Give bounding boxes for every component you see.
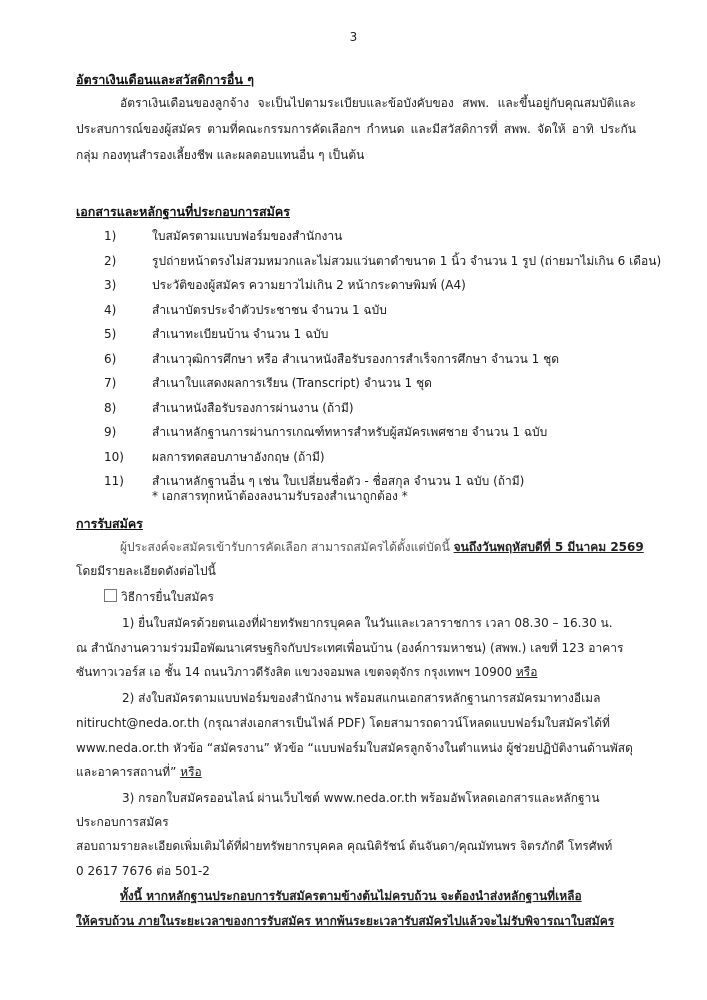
method-2-line-2: nitirucht@neda.or.th (กรุณาส่งเอกสารเป็นไฟล์ PDF) โดยสามารถดาวน์โหลดแบบฟอร์มใบสมัครได้ที่ (76, 716, 610, 730)
document-item-number: 5) (104, 327, 117, 341)
warning-line-1: ทั้งนี้ หากหลักฐานประกอบการรับสมัครตามข้างต้นไม่ครบถ้วน จะต้องนำส่งหลักฐานที่เหลือ (120, 889, 582, 903)
documents-list (104, 224, 662, 494)
documents-heading: เอกสารและหลักฐานที่ประกอบการสมัคร (76, 204, 290, 219)
document-item (104, 371, 644, 396)
application-heading: การรับสมัคร (76, 516, 143, 531)
checkbox-icon (104, 589, 117, 602)
salary-heading: อัตราเงินเดือนและสวัสดิการอื่น ๆ (76, 72, 254, 87)
application-intro (120, 538, 644, 557)
intro-continuation: โดยมีรายละเอียดดังต่อไปนี้ (76, 564, 216, 578)
intro-text: ผู้ประสงค์จะสมัครเข้ารับการคัดเลือก สามารถสมัครได้ตั้งแต่บัดนี้ (120, 540, 454, 554)
intro-deadline: จนถึงวันพฤหัสบดีที่ 5 มีนาคม 2569 (453, 540, 644, 554)
method-3-line-1: 3) กรอกใบสมัครออนไลน์ ผ่านเว็บไซต์ www.neda.or.th พร้อมอัพโหลดเอกสารและหลักฐาน (122, 791, 600, 805)
contact-line-2: 0 2617 7676 ต่อ 501-2 (76, 864, 210, 878)
document-item-number: 7) (104, 376, 117, 390)
document-item-number: 1) (104, 229, 117, 243)
document-item-text: สำเนาใบแสดงผลการเรียน (Transcript) จำนวน 1 ชุด (152, 376, 432, 390)
document-item (104, 249, 662, 274)
document-item-text: สำเนาหลักฐานอื่น ๆ เช่น ใบเปลี่ยนชื่อตัว - ชื่อสกุล จำนวน 1 ฉบับ (ถ้ามี) (152, 474, 525, 488)
document-item-text: ใบสมัครตามแบบฟอร์มของสำนักงาน (152, 229, 343, 243)
document-item-text: ผลการทดสอบภาษาอังกฤษ (ถ้ามี) (152, 449, 325, 464)
document-item (104, 298, 644, 323)
document-item-number: 8) (104, 400, 117, 415)
document-item-text: สำเนาบัตรประจำตัวประชาชน จำนวน 1 ฉบับ (152, 302, 387, 317)
document-item (104, 273, 644, 298)
method-1-line-3 (76, 663, 537, 682)
document-item-number: 6) (104, 351, 117, 366)
method-2-end: และอาคารสถานที่” (76, 765, 181, 779)
document-item-text: สำเนาทะเบียนบ้าน จำนวน 1 ฉบับ (152, 327, 329, 341)
method-2-line-4 (76, 763, 202, 782)
document-item (104, 445, 644, 470)
salary-paragraph: อัตราเงินเดือนของลูกจ้าง จะเป็นไปตามระเบียบและข้อบังคับของ สพพ. และขึ้นอยู่กับคุณสมบัติและประสบการณ์ของผู้สมัคร ตามที่คณะกรรมการคัดเลือกฯ กำหนด และมีสวัสดิการที่ สพพ. จัดให้ อาทิ ประกันกลุ่ม กองทุนสำรองเลี้ยงชีพ และผลตอบแทนอื่น ๆ เป็นต้น (76, 96, 636, 162)
document-item (104, 396, 644, 421)
method-2-or: หรือ (180, 765, 202, 779)
document-item-text: รูปถ่ายหน้าตรงไม่สวมหมวกและไม่สวมแว่นตาดำขนาด 1 นิ้ว จำนวน 1 รูป (ถ่ายมาไม่เกิน 6 เดือน) (152, 253, 662, 268)
method-1-or: หรือ (515, 665, 538, 679)
method-3-line-2: ประกอบการสมัคร (76, 815, 169, 829)
document-item-text: สำเนาหลักฐานการผ่านการเกณฑ์ทหารสำหรับผู้สมัครเพศชาย จำนวน 1 ฉบับ (152, 425, 548, 439)
document-item-number: 3) (104, 278, 117, 292)
document-item-number: 10) (104, 449, 124, 464)
document-item (104, 420, 644, 445)
document-item-number: 4) (104, 302, 117, 317)
method-label: วิธีการยื่นใบสมัคร (121, 590, 214, 604)
document-item (104, 347, 644, 372)
document-item-number: 11) (104, 474, 124, 488)
method-1-line-2: ณ สำนักงานความร่วมมือพัฒนาเศรษฐกิจกับประเทศเพื่อนบ้าน (องค์การมหาชน) (สพพ.) เลขที่ 123 อาคาร (76, 641, 624, 655)
method-2-line-1: 2) ส่งใบสมัครตามแบบฟอร์มของสำนักงาน พร้อมสแกนเอกสารหลักฐานการสมัครมาทางอีเมล (122, 691, 601, 705)
method-2-line-3: www.neda.or.th หัวข้อ “สมัครงาน” หัวข้อ “แบบฟอร์มใบสมัครลูกจ้างในตำแหน่ง ผู้ช่วยปฏิบัติงานด้านพัสดุ (76, 741, 633, 755)
warning-line-2: ให้ครบถ้วน ภายในระยะเวลาของการรับสมัคร หากพ้นระยะเวลารับสมัครไปแล้วจะไม่รับพิจารณาใบสมัคร (76, 914, 615, 928)
document-item (104, 322, 644, 347)
method-1-line-1: 1) ยื่นใบสมัครด้วยตนเองที่ฝ่ายทรัพยากรบุคคล ในวันและเวลาราชการ เวลา 08.30 – 16.30 น. (122, 616, 613, 630)
document-item-number: 9) (104, 425, 117, 439)
contact-line-1: สอบถามรายละเอียดเพิ่มเติมได้ที่ฝ่ายทรัพยากรบุคคล คุณนิติรัชน์ ต้นจันดา/คุณมัทนพร จิตรภักดี โทรศัพท์ (76, 839, 613, 853)
document-item-text: สำเนาวุฒิการศึกษา หรือ สำเนาหนังสือรับรองการสำเร็จการศึกษา จำนวน 1 ชุด (152, 351, 560, 366)
document-item-text: ประวัติของผู้สมัคร ความยาวไม่เกิน 2 หน้ากระดาษพิมพ์ (A4) (152, 278, 466, 292)
documents-note: * เอกสารทุกหน้าต้องลงนามรับรองสำเนาถูกต้อง * (152, 489, 408, 503)
document-item-text: สำเนาหนังสือรับรองการผ่านงาน (ถ้ามี) (152, 400, 354, 415)
document-item-number: 2) (104, 253, 117, 268)
document-item (104, 224, 644, 249)
method-label-row (104, 588, 214, 607)
method-1-address: ซันทาวเวอร์ส เอ ชั้น 14 ถนนวิภาวดีรังสิต แขวงจอมพล เขตจตุจักร กรุงเทพฯ 10900 (76, 665, 516, 679)
page-number: 3 (349, 30, 358, 44)
